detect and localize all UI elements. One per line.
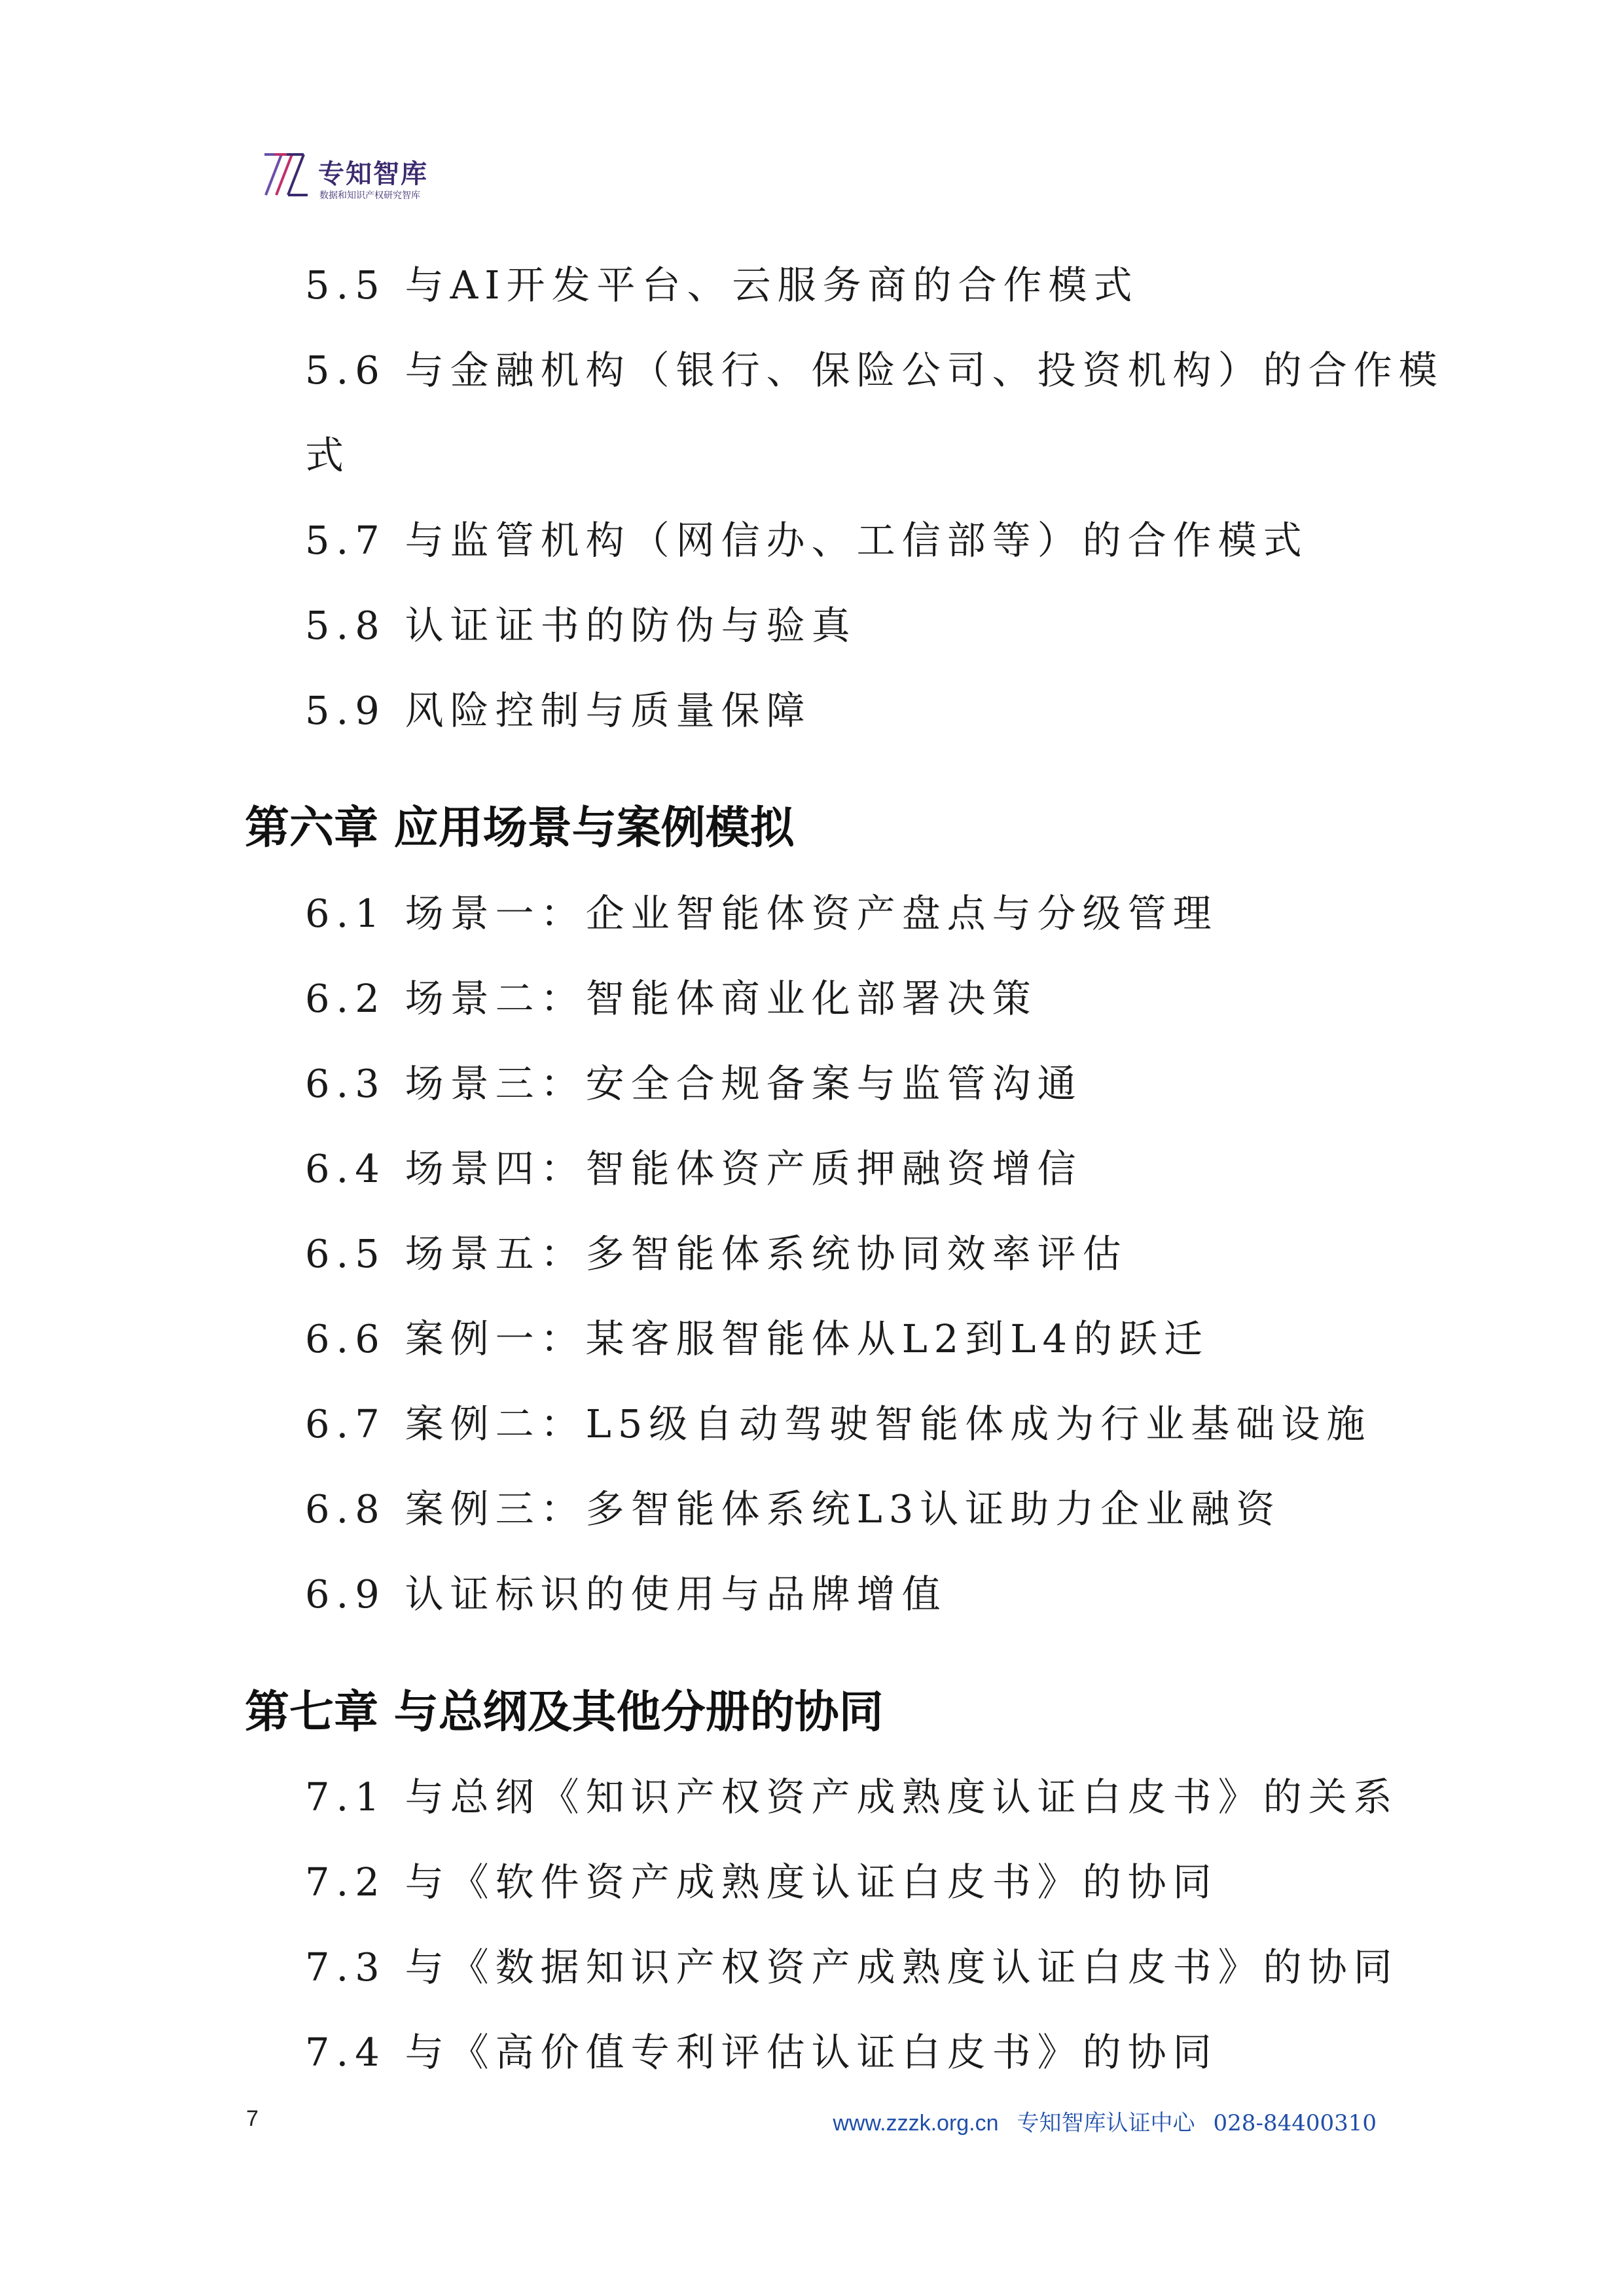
toc-item-6-4: 6.4 场景四：智能体资产质押融资增信 — [305, 1146, 1083, 1191]
toc-item-5-6: 5.6 与金融机构（银行、保险公司、投资机构）的合作模 — [305, 348, 1444, 393]
toc-item-6-1: 6.1 场景一：企业智能体资产盘点与分级管理 — [305, 891, 1218, 936]
toc-item-7-3: 7.3 与《数据知识产权资产成熟度认证白皮书》的协同 — [305, 1945, 1399, 1990]
footer-center-name: 专知智库认证中心 — [1017, 2110, 1195, 2136]
toc-item-7-2: 7.2 与《软件资产成熟度认证白皮书》的协同 — [305, 1859, 1218, 1905]
header-logo — [261, 149, 470, 208]
footer-phone: 028-84400310 — [1213, 2110, 1377, 2136]
toc-item-7-1: 7.1 与总纲《知识产权资产成熟度认证白皮书》的关系 — [305, 1774, 1399, 1820]
toc-item-5-8: 5.8 认证证书的防伪与验真 — [305, 603, 857, 648]
toc-item-6-2: 6.2 场景二：智能体商业化部署决策 — [305, 976, 1038, 1021]
toc-item-6-3: 6.3 场景三：安全合规备案与监管沟通 — [305, 1061, 1083, 1106]
chapter-7-heading: 第七章 与总纲及其他分册的协同 — [245, 1687, 884, 1738]
toc-item-5-9: 5.9 风险控制与质量保障 — [305, 688, 812, 733]
toc-item-6-5: 6.5 场景五：多智能体系统协同效率评估 — [305, 1231, 1128, 1276]
page-number: 7 — [246, 2106, 259, 2131]
toc-item-6-6: 6.6 案例一：某客服智能体从L2到L4的跃迁 — [305, 1316, 1210, 1361]
footer-contact — [833, 2105, 1377, 2137]
toc-item-6-7: 6.7 案例二：L5级自动驾驶智能体成为行业基础设施 — [305, 1401, 1372, 1446]
logo-subtitle: 数据和知识产权研究智库 — [319, 190, 420, 201]
logo-name: 专知智库 — [318, 159, 428, 189]
toc-item-5-7: 5.7 与监管机构（网信办、工信部等）的合作模式 — [305, 518, 1308, 563]
logo-icon — [261, 152, 318, 198]
footer-url-link[interactable]: www.zzzk.org.cn — [833, 2111, 999, 2136]
toc-item-7-4: 7.4 与《高价值专利评估认证白皮书》的协同 — [305, 2030, 1218, 2075]
toc-item-5-6-continued: 式 — [305, 433, 351, 478]
toc-item-5-5: 5.5 与AI开发平台、云服务商的合作模式 — [305, 262, 1139, 308]
toc-item-6-8: 6.8 案例三：多智能体系统L3认证助力企业融资 — [305, 1486, 1282, 1532]
toc-item-6-9: 6.9 认证标识的使用与品牌增值 — [305, 1571, 947, 1617]
chapter-6-heading: 第六章 应用场景与案例模拟 — [245, 802, 795, 854]
